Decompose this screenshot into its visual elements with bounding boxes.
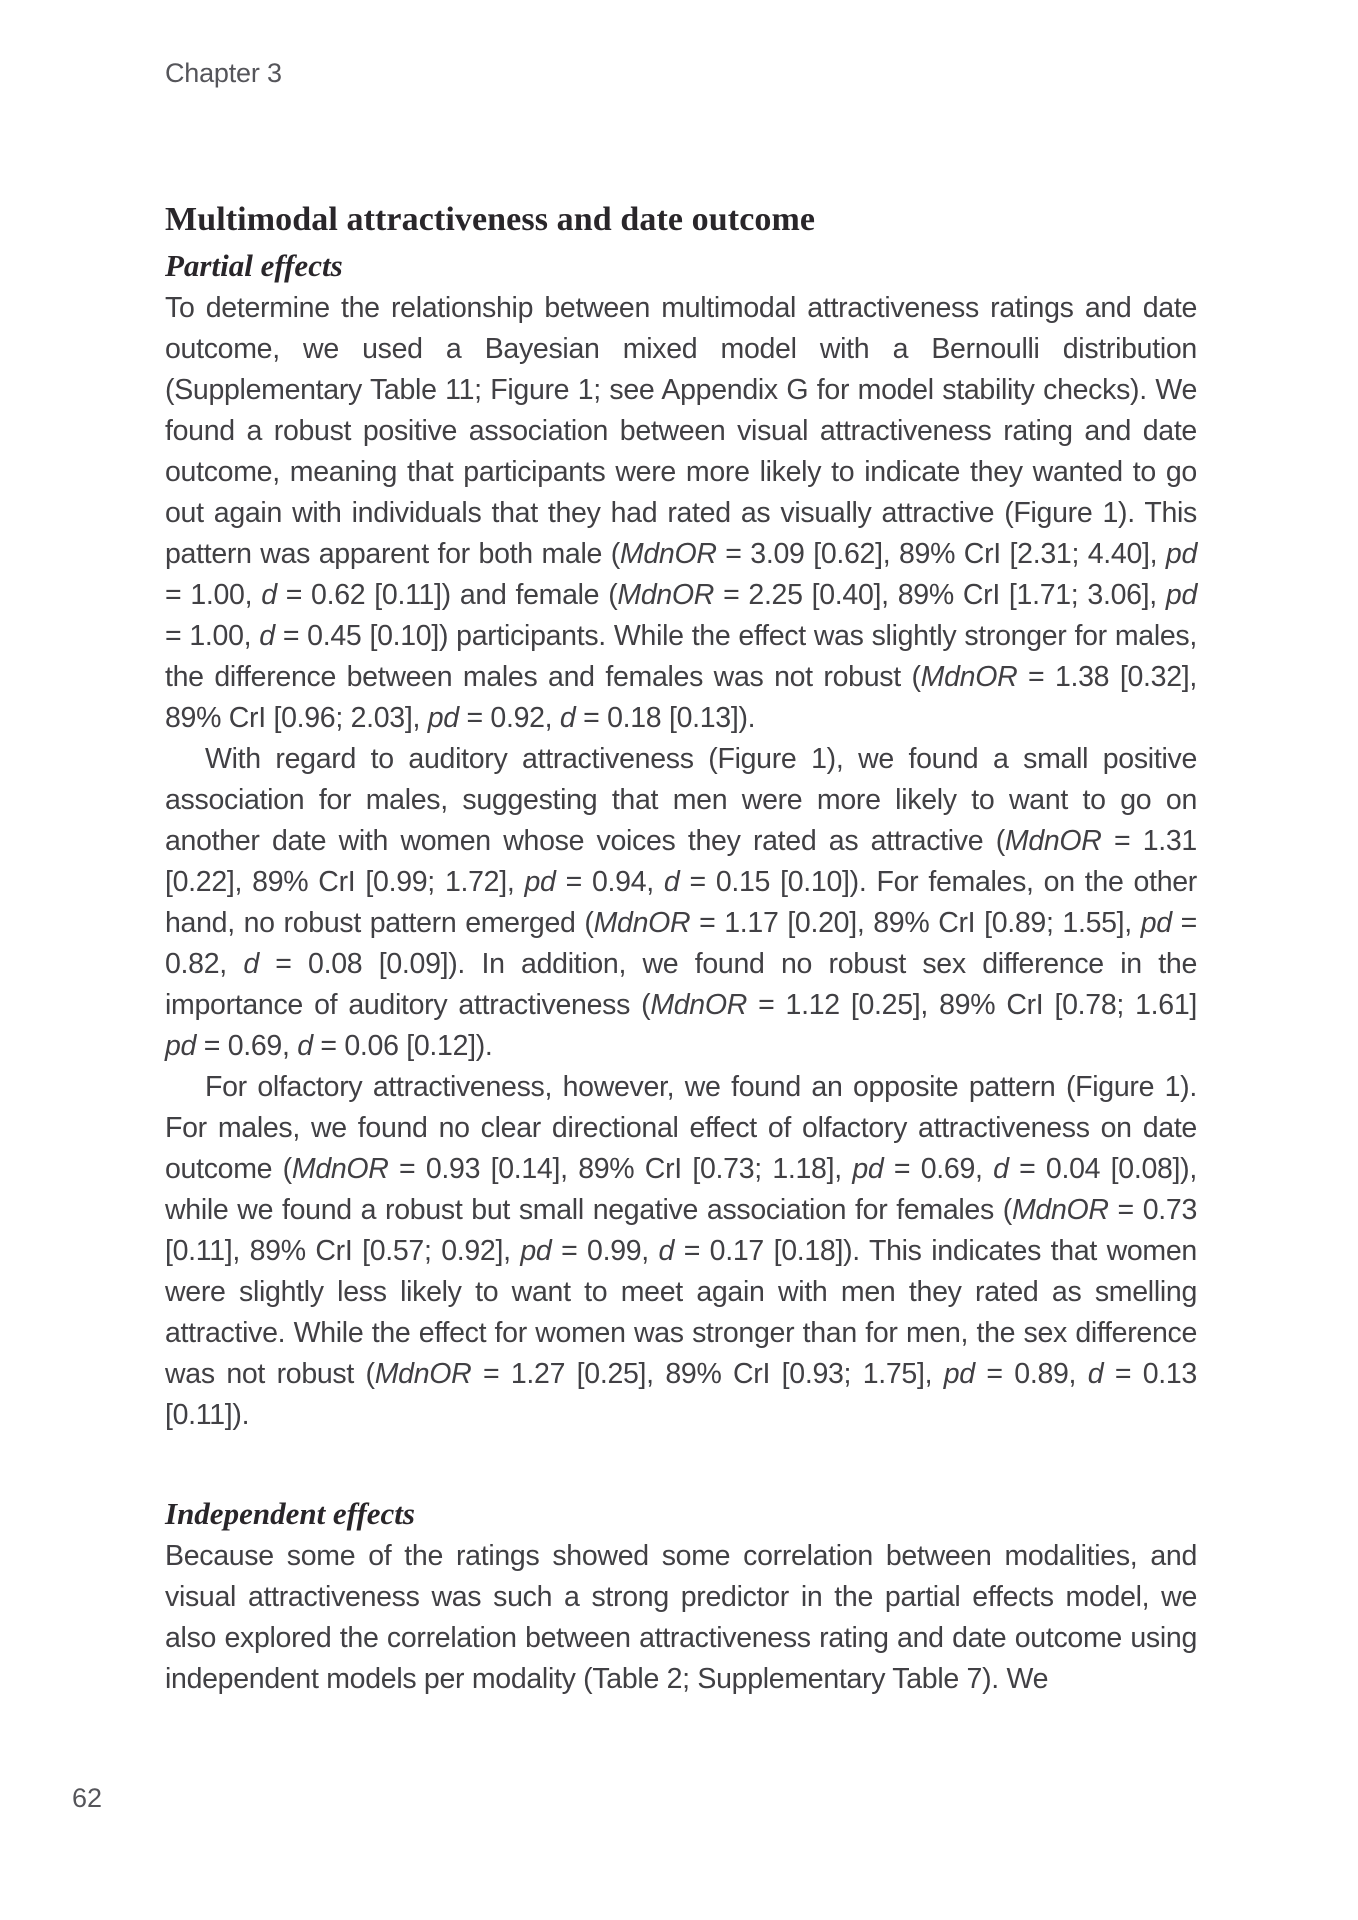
running-header-chapter: Chapter 3 (165, 58, 282, 88)
paragraph-olfactory-attractiveness: For olfactory attractiveness, however, we found an opposite pattern (Figure 1). For males, we found no clear directional effect of olfactory attractiveness on date outcome (MdnOR = 0.93 [0.14], 89% CrI [0.73; 1.18], pd = 0.69, d = 0.04 [0.08]), while we found a robust but small negative association for females (MdnOR = 0.73 [0.11], 89% CrI [0.57; 0.92], pd = 0.99, d = 0.17 [0.18]). This indicates that women were slightly less likely to want to meet again with men they rated as smelling attractive. While the effect for women was stronger than for men, the sex difference was not robust (MdnOR = 1.27 [0.25], 89% CrI [0.93; 1.75], pd = 0.89, d = 0.13 [0.11]). (165, 1071, 1197, 1431)
paragraph-auditory-attractiveness: With regard to auditory attractiveness (Figure 1), we found a small positive association for males, suggesting that men were more likely to want to go on another date with women whose voices they rated as attractive (MdnOR = 1.31 [0.22], 89% CrI [0.99; 1.72], pd = 0.94, d = 0.15 [0.10]). For females, on the other hand, no robust pattern emerged (MdnOR = 1.17 [0.20], 89% CrI [0.89; 1.55], pd = 0.82, d = 0.08 [0.09]). In addition, we found no robust sex difference in the importance of auditory attractiveness (MdnOR = 1.12 [0.25], 89% CrI [0.78; 1.61] pd = 0.69, d = 0.06 [0.12]). (165, 743, 1197, 1062)
paragraph-visual-attractiveness: To determine the relationship between multimodal attractiveness ratings and date outcome, we used a Bayesian mixed model with a Bernoulli distribution (Supplementary Table 11; Figure 1; see Appendix G for model stability checks). We found a robust positive association between visual attractiveness rating and date outcome, meaning that participants were more likely to indicate they wanted to go out again with individuals that they had rated as visually attractive (Figure 1). This pattern was apparent for both male (MdnOR = 3.09 [0.62], 89% CrI [2.31; 4.40], pd = 1.00, d = 0.62 [0.11]) and female (MdnOR = 2.25 [0.40], 89% CrI [1.71; 3.06], pd = 1.00, d = 0.45 [0.10]) participants. While the effect was slightly stronger for males, the difference between males and females was not robust (MdnOR = 1.38 [0.32], 89% CrI [0.96; 2.03], pd = 0.92, d = 0.18 [0.13]). (165, 292, 1198, 734)
subsection-title-partial-effects: Partial effects (165, 248, 343, 283)
page-number: 62 (72, 1783, 103, 1813)
paragraph-independent-effects: Because some of the ratings showed some correlation between modalities, and visual attractiveness was such a strong predictor in the partial effects model, we also explored the correlation between attractiveness rating and date outcome using independent models per modality (Table 2; Supplementary Table 7). We (165, 1540, 1197, 1695)
subsection-title-independent-effects: Independent effects (165, 1496, 415, 1531)
section-title: Multimodal attractiveness and date outcome (165, 201, 816, 238)
page-content (165, 196, 1197, 1700)
